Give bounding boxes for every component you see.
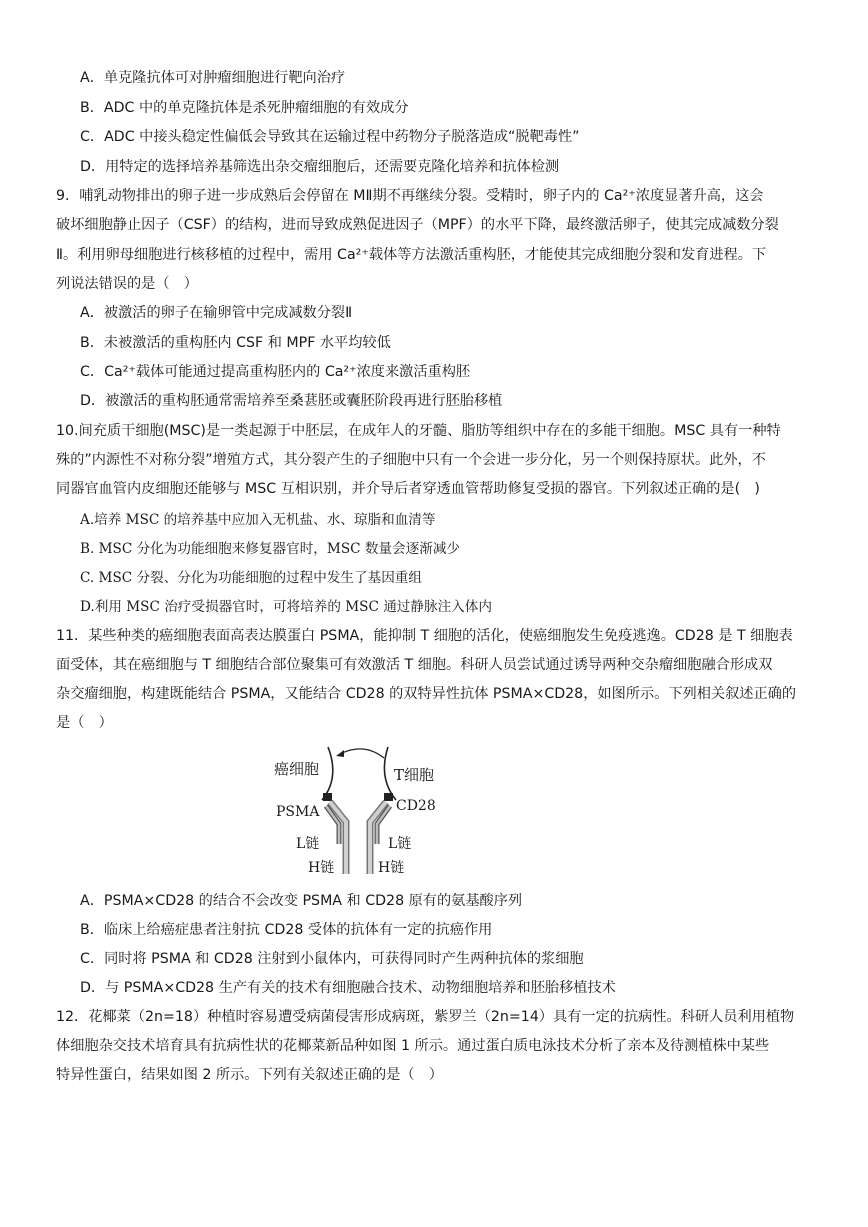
- q8-option-a: A．单克隆抗体可对肿瘤细胞进行靶向治疗: [80, 70, 346, 86]
- q9-option-c: C．Ca²⁺载体可能通过提高重构胚内的 Ca²⁺浓度来激活重构胚: [80, 364, 471, 380]
- q10-option-c: C. MSC 分裂、分化为功能细胞的过程中发生了基因重组: [80, 570, 422, 586]
- q11-option-c: C．同时将 PSMA 和 CD28 注射到小鼠体内，可获得同时产生两种抗体的浆细胞: [80, 951, 584, 967]
- label-l-chain-left: L链: [296, 836, 320, 852]
- q10-option-b: B. MSC 分化为功能细胞来修复器官时，MSC 数量会逐渐减少: [80, 541, 461, 557]
- label-h-chain-left: H链: [308, 860, 335, 876]
- bispecific-antibody-figure: [268, 742, 458, 882]
- q11-option-a: A．PSMA×CD28 的结合不会改变 PSMA 和 CD28 原有的氨基酸序列: [80, 893, 523, 909]
- q9-stem-line-1: 9．哺乳动物排出的卵子进一步成熟后会停留在 MⅡ期不再继续分裂。受精时，卵子内的 Ca²⁺浓度显著升高，这会: [56, 188, 764, 204]
- q11-option-b: B．临床上给癌症患者注射抗 CD28 受体的抗体有一定的抗癌作用: [80, 922, 493, 938]
- q8-option-b: B．ADC 中的单克隆抗体是杀死肿瘤细胞的有效成分: [80, 100, 409, 116]
- q8-option-c: C．ADC 中接头稳定性偏低会导致其在运输过程中药物分子脱落造成“脱靶毒性”: [80, 129, 580, 145]
- label-t-cell: T细胞: [394, 766, 435, 784]
- arrowhead-icon: [336, 750, 344, 757]
- label-l-chain-right: L链: [388, 836, 412, 852]
- q11-stem-line-3: 杂交瘤细胞，构建既能结合 PSMA，又能结合 CD28 的双特异性抗体 PSMA×CD28，如图所示。下列相关叙述正确的: [56, 686, 797, 702]
- q12-stem-line-1: 12．花椰菜（2n=18）种植时容易遭受病菌侵害形成病斑，紫罗兰（2n=14）具有一定的抗病性。科研人员利用植物: [56, 1009, 795, 1025]
- q12-stem-line-3: 特异性蛋白，结果如图 2 所示。下列有关叙述正确的是（ ）: [56, 1067, 443, 1083]
- psma-receptor: [323, 793, 332, 801]
- q8-option-d: D．用特定的选择培养基筛选出杂交瘤细胞后，还需要克隆化培养和抗体检测: [80, 159, 560, 175]
- q10-stem-line-1: 10.间充质干细胞(MSC)是一类起源于中胚层，在成年人的牙髓、脂肪等组织中存在的多能干细胞。MSC 具有一种特: [56, 423, 781, 439]
- q11-stem-line-1: 11．某些种类的癌细胞表面高表达膜蛋白 PSMA，能抑制 T 细胞的活化，使癌细胞发生免疫逃逸。CD28 是 T 细胞表: [56, 628, 793, 644]
- q9-stem-line-2: 破坏细胞静止因子（CSF）的结构，进而导致成熟促进因子（MPF）的水平下降，最终激活卵子，使其完成减数分裂: [56, 217, 779, 233]
- q9-stem-line-4: 列说法错误的是（ ）: [56, 276, 198, 292]
- q10-option-a: A.培养 MSC 的培养基中应加入无机盐、水、琼脂和血清等: [80, 512, 436, 528]
- cd28-receptor: [384, 793, 393, 801]
- q11-option-d: D．与 PSMA×CD28 生产有关的技术有细胞融合技术、动物细胞培养和胚胎移植技术: [80, 980, 616, 996]
- cancer-cell-membrane: [322, 747, 333, 800]
- label-h-chain-right: H链: [378, 860, 405, 876]
- q12-stem-line-2: 体细胞杂交技术培育具有抗病性状的花椰菜新品种如图 1 所示。通过蛋白质电泳技术分析了亲本及待测植株中某些: [56, 1038, 770, 1054]
- q9-option-b: B．未被激活的重构胚内 CSF 和 MPF 水平均较低: [80, 335, 391, 351]
- q10-stem-line-2: 殊的”内源性不对称分裂”增殖方式，其分裂产生的子细胞中只有一个会进一步分化，另一个则保持原状。此外，不: [56, 452, 766, 468]
- label-psma: PSMA: [276, 804, 320, 820]
- label-cd28: CD28: [396, 798, 436, 814]
- q9-option-d: D．被激活的重构胚通常需培养至桑葚胚或囊胚阶段再进行胚胎移植: [80, 393, 503, 409]
- q9-stem-line-3: Ⅱ。利用卵母细胞进行核移植的过程中，需用 Ca²⁺载体等方法激活重构胚，才能使其完成细胞分裂和发育进程。下: [56, 247, 767, 263]
- q11-stem-line-2: 面受体，其在癌细胞与 T 细胞结合部位聚集可有效激活 T 细胞。科研人员尝试通过诱导两种交杂瘤细胞融合形成双: [56, 657, 773, 673]
- q10-option-d: D.利用 MSC 治疗受损器官时，可将培养的 MSC 通过静脉注入体内: [80, 599, 492, 615]
- q11-stem-line-4: 是（ ）: [56, 715, 113, 731]
- arrow-icon: [340, 749, 384, 758]
- label-cancer-cell: 癌细胞: [274, 760, 320, 778]
- q10-stem-line-3: 同器官血管内皮细胞还能够与 MSC 互相识别，并介导后者穿透血管帮助修复受损的器官。下列叙述正确的是( ): [56, 481, 760, 497]
- q9-option-a: A．被激活的卵子在输卵管中完成减数分裂Ⅱ: [80, 305, 353, 321]
